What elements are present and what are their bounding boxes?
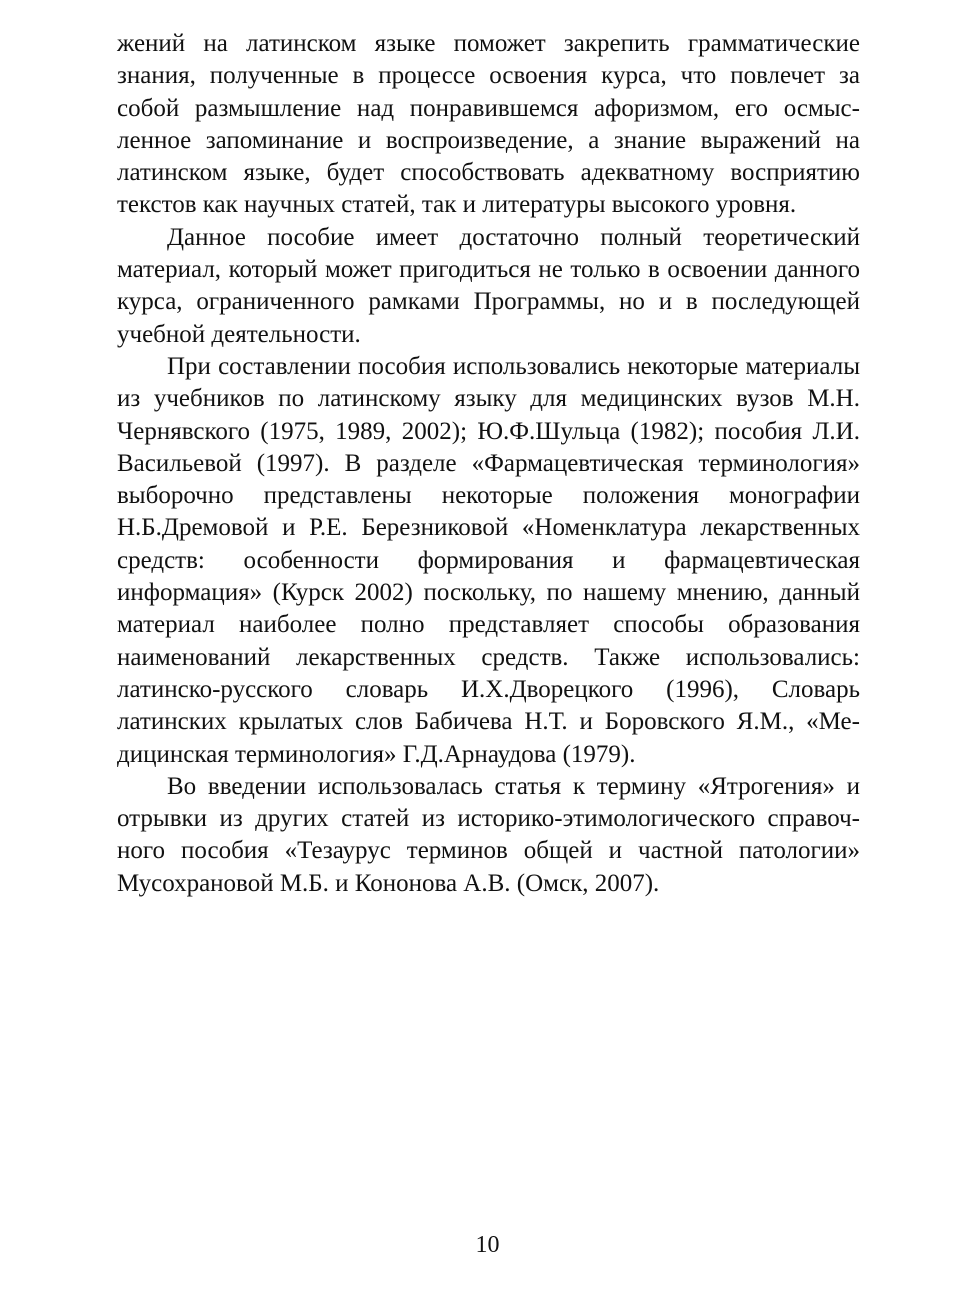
body-text — [117, 28, 860, 900]
paragraph-sources: При составлении пособия использовались некоторые материалы из учебников по латинскому языку для медицинских вузов М.Н. Чернявского (1975, 1989, 2002); Ю.Ф.Шульца (1982); пособия Л.И. Васильевой (1997). В разделе «Фармацевтическая терминология» выборочно представлены некоторые положения монографии Н.Б.Дремовой и Р.Е. Березниковой «Номенклатура лекарственных средств: особенности формирования и фармацевтическая информация» (Курск 2002) поскольку, по нашему мнению, данный материал наиболее полно представляет способы образования наименований лекарственных средств. Также использовались: латинско-русского словарь И.Х.Дворецкого (1996), Словарь латинских крылатых слов Бабичева Н.Т. и Боровского Я.М., «Медицинская терминология» Г.Д.Арнаудова (1979). — [117, 352, 860, 768]
paragraph-continuation: жений на латинском языке поможет закрепить грамматические знания, полученные в процессе освоения курса, что повлечет за собой размышление над понравившемся афоризмом, его осмысленное запоминание и воспроизведение, а знание выражений на латинском языке, будет способствовать адекватному восприятию текстов как научных статей, так и литературы высокого уровня. — [117, 30, 860, 219]
page-number: 10 — [475, 1232, 500, 1258]
paragraph-introduction-sources: Во введении использовалась статья к термину «Ятрогения» и отрывки из других статей из историко-этимологического справочного пособия «Тезаурус терминов общей и частной патологии» Мусохрановой М.Б. и Кононова А.В. (Омск, 2007). — [117, 772, 860, 897]
paragraph-theory-material: Данное пособие имеет достаточно полный теоретический материал, который может пригодиться не только в освоении данного курса, ограниченного рамками Программы, но и в последующей учебной деятельности. — [117, 223, 860, 348]
